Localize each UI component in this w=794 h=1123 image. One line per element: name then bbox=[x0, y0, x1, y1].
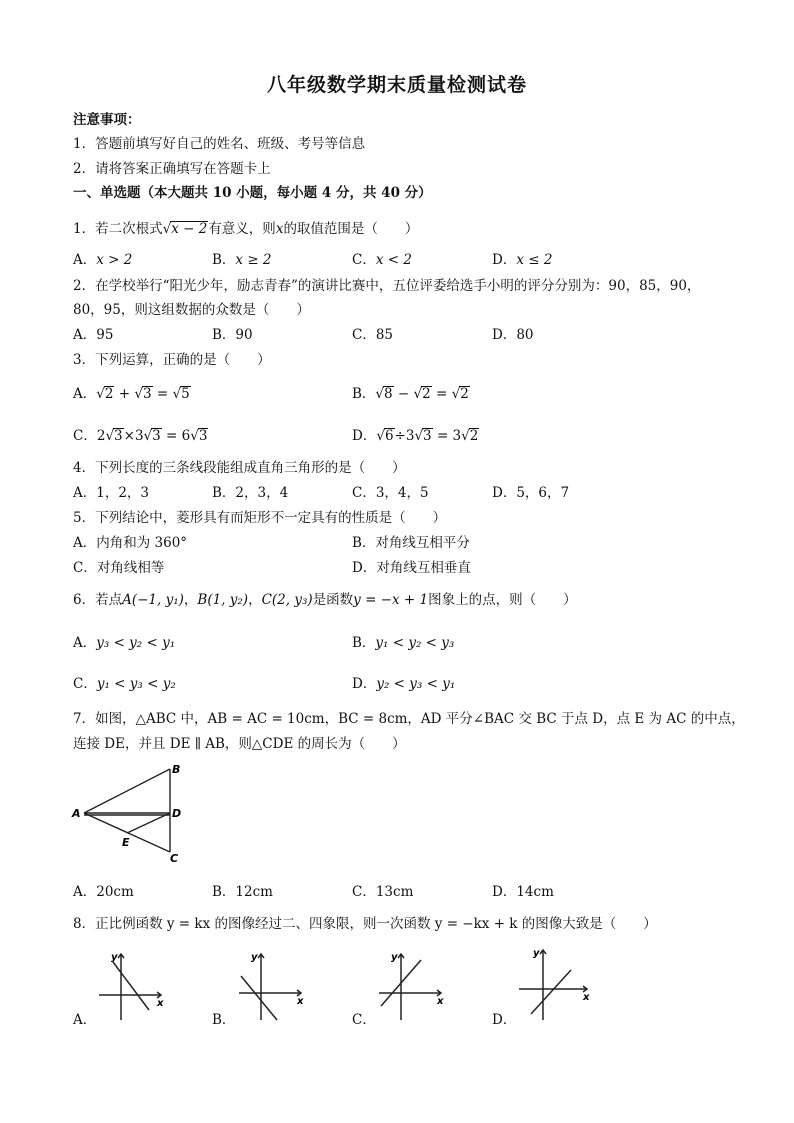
q1-radical-sign: √ bbox=[162, 221, 172, 237]
question-2-line-1: 2．在学校举行“阳光少年，励志青春”的演讲比赛中，五位评委给选手小明的评分分别为：90，85，90， bbox=[73, 278, 701, 294]
question-8-stem: 8．正比例函数 y = kx 的图像经过二、四象限，则一次函数 y = −kx + k 的图像大致是（ ） bbox=[73, 916, 657, 932]
q4-option-c: C．3，4，5 bbox=[352, 485, 429, 501]
q8-option-d: D． bbox=[492, 1012, 517, 1028]
q7-option-d: D．14cm bbox=[492, 884, 554, 900]
question-7-line-2: 连接 DE，并且 DE ∥ AB，则△CDE 的周长为（ ） bbox=[73, 736, 406, 752]
q6-option-a: A．y₃ < y₂ < y₁ bbox=[73, 635, 176, 651]
q1-option-d: D．x ≤ 2 bbox=[492, 252, 553, 268]
question-1-stem bbox=[73, 217, 418, 237]
question-3-stem: 3．下列运算，正确的是（ ） bbox=[73, 352, 271, 368]
q6-point-a: A(−1, y₁) bbox=[122, 592, 184, 608]
q6-option-d: D．y₂ < y₃ < y₁ bbox=[352, 676, 456, 692]
svg-text:x: x bbox=[157, 998, 164, 1009]
q8-option-a: A． bbox=[73, 1012, 97, 1028]
q1-pre: 1．若二次根式 bbox=[73, 221, 163, 237]
q3-option-a: A．√2 + √3 = √5 bbox=[73, 386, 190, 402]
q6-option-c: C．y₁ < y₃ < y₂ bbox=[73, 676, 176, 692]
note-item-2: 2．请将答案正确填写在答题卡上 bbox=[73, 161, 271, 177]
q8-graph-d bbox=[515, 944, 595, 1024]
q6-option-b: B．y₁ < y₂ < y₃ bbox=[352, 635, 455, 651]
q3-option-c: C．2√3×3√3 = 6√3 bbox=[73, 428, 208, 444]
q4-option-d: D．5，6，7 bbox=[492, 485, 570, 501]
label-a: A bbox=[72, 807, 81, 820]
q1-option-c: C．x < 2 bbox=[352, 252, 412, 268]
notes-heading: 注意事项： bbox=[73, 112, 141, 128]
q1-option-a: A．x > 2 bbox=[73, 252, 133, 268]
q8-graph-c bbox=[375, 948, 450, 1023]
q2-option-b: B．90 bbox=[212, 327, 253, 343]
note-item-1: 1．答题前填写好自己的姓名、班级、考号等信息 bbox=[73, 136, 366, 152]
exam-title: 八年级数学期末质量检测试卷 bbox=[266, 74, 527, 96]
q1-radicand: x − 2 bbox=[171, 221, 208, 237]
svg-text:x: x bbox=[297, 996, 304, 1007]
label-c: C bbox=[170, 852, 179, 865]
question-5-stem: 5．下列结论中，菱形具有而矩形不一定具有的性质是（ ） bbox=[73, 510, 447, 526]
q1-mid: 有意义，则 bbox=[208, 221, 276, 237]
segment-ab bbox=[84, 769, 170, 813]
q4-option-b: B．2，3，4 bbox=[212, 485, 289, 501]
question-6-stem: 6．若点A(−1, y₁)，B(1, y₂)，C(2, y₃)是函数y = −x + 1图象上的点，则（ ） bbox=[73, 592, 577, 608]
q3-option-b: B．√8 − √2 = √2 bbox=[352, 386, 469, 402]
q7-option-b: B．12cm bbox=[212, 884, 273, 900]
q8-option-b: B． bbox=[212, 1012, 236, 1028]
question-4-stem: 4．下列长度的三条线段能组成直角三角形的是（ ） bbox=[73, 460, 406, 476]
q3-option-d: D．√6÷3√3 = 3√2 bbox=[352, 428, 479, 444]
q6-point-b: B(1, y₂) bbox=[197, 592, 249, 608]
q4-option-a: A．1，2，3 bbox=[73, 485, 150, 501]
q7-triangle-figure bbox=[70, 760, 190, 865]
q2-option-c: C．85 bbox=[352, 327, 394, 343]
q8-graph-b bbox=[235, 948, 310, 1023]
svg-text:x: x bbox=[583, 992, 590, 1003]
q1-var: x bbox=[275, 221, 284, 237]
label-b: B bbox=[172, 763, 181, 776]
q1-post: 的取值范围是（ ） bbox=[283, 221, 419, 237]
label-e: E bbox=[122, 836, 130, 849]
svg-text:y: y bbox=[111, 952, 118, 963]
q8-option-c: C． bbox=[352, 1012, 376, 1028]
q2-option-a: A．95 bbox=[73, 327, 114, 343]
question-7-line-1: 7．如图，△ABC 中，AB = AC = 10cm，BC = 8cm，AD 平分∠BAC 交 BC 于点 D，点 E 为 AC 的中点， bbox=[73, 711, 745, 727]
q6-function: y = −x + 1 bbox=[353, 592, 429, 608]
svg-text:x: x bbox=[437, 996, 444, 1007]
q8-graph-a bbox=[95, 948, 170, 1023]
q6-point-c: C(2, y₃) bbox=[261, 592, 313, 608]
svg-text:y: y bbox=[533, 948, 540, 959]
q1-option-b: B．x ≥ 2 bbox=[212, 252, 272, 268]
section-1-heading: 一、单选题（本大题共 10 小题，每小题 4 分，共 40 分） bbox=[73, 185, 432, 201]
svg-text:y: y bbox=[251, 952, 258, 963]
question-2-line-2: 80，95，则这组数据的众数是（ ） bbox=[73, 302, 310, 318]
label-d: D bbox=[172, 807, 182, 820]
q5-option-c: C．对角线相等 bbox=[73, 560, 165, 576]
q5-option-d: D．对角线互相垂直 bbox=[352, 560, 471, 576]
q5-option-b: B．对角线互相平分 bbox=[352, 535, 470, 551]
q7-option-c: C．13cm bbox=[352, 884, 414, 900]
q5-option-a: A．内角和为 360° bbox=[73, 535, 188, 551]
svg-text:y: y bbox=[391, 952, 398, 963]
q7-option-a: A．20cm bbox=[73, 884, 134, 900]
q2-option-d: D．80 bbox=[492, 327, 534, 343]
segment-de bbox=[127, 813, 170, 833]
